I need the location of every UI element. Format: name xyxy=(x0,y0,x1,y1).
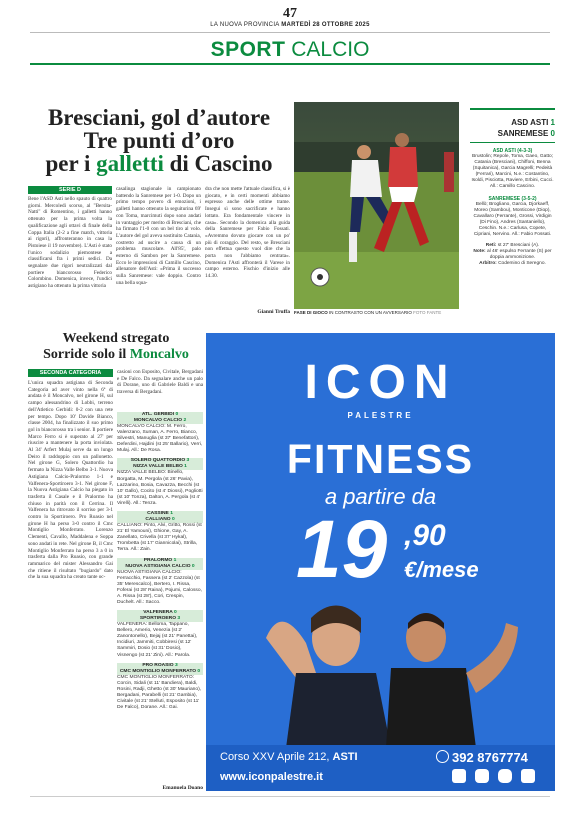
result-block xyxy=(117,610,203,659)
ad-city: ASTI xyxy=(332,751,358,763)
result-lineup: VALFENERA: Belloma, Tappano, Bellero, Amerio, Venezia (st 2' Zanontonello), Bejaj (st 21' Panettai), Incidiuri, Jammiti, Cobbiresi (st 12' Sammiri, Dosio (st 31' Dosio), Visnengo (st 21' Zini). All.: Parola. xyxy=(117,622,198,658)
ad-price-unit: €/mese xyxy=(404,557,479,582)
goals-line: Reti: st 27' Bresciani (A). xyxy=(485,243,540,248)
ad-price-int: 19 xyxy=(296,504,388,595)
home-formation: ASD ASTI (4-3-3) xyxy=(492,148,533,154)
scorebox-home: ASD ASTI 1 xyxy=(511,118,555,127)
ad-headline: FITNESS xyxy=(286,436,475,482)
result-block xyxy=(117,511,203,553)
result-header: PRO ROASIO 3 CMC MONTIGLIO MONFERRATO 0 xyxy=(117,663,203,675)
subsection-name: CALCIO xyxy=(291,38,370,61)
photo-caption: FASE DI GIOCO IN CONTRASTO CON UN AVVERSARIO FOTO FANTE xyxy=(294,310,442,315)
footer-divider xyxy=(30,796,550,797)
headline2-line-2: Sorride solo il Moncalvo xyxy=(43,347,189,362)
headline-highlight: galletti xyxy=(96,151,164,176)
result-header: ATL. GERBIDI 0 MONCALVO CALCIO 2 xyxy=(117,412,203,424)
result-header: PRALORMO 1 NUOVA ASTIGIANA CALCIO 0 xyxy=(117,558,203,570)
result-lineup: CMC MONTIGLIO MONFERRATO: Corcin, Sidali (st 11' Bandiera), Baldi, Rosini, Radji, Ghetto (st 30' Mauriano), Bergadani, Parabelli (st 21' Gambia), Civitale (st 21' Stelluti, Esposito (st 11' De Falco), Dorane. All.: Gai. xyxy=(117,674,202,711)
result-header: SOLERO QUATTORDIO 3 NIZZA VALLE BELBO 1 xyxy=(117,458,203,470)
ad-brand: ICON xyxy=(304,356,457,409)
away-lineup: Bellò; Brogliano, Garcia, Djorkaeff, Moreo (Sambou), Monticone (Diop), Cavallaro (Ferrante), Grossi, Virdigin (Di Fino), Andres (Santaniello), Ceschin. N.e.: Carlusa, Copete, Cipriani, Nervino. All.: Fabio Fossati. xyxy=(473,202,552,237)
ad-price-dec: ,90 xyxy=(404,519,446,552)
match-photo-image xyxy=(294,102,459,309)
page-number: 47 xyxy=(283,6,297,21)
photo-credit: FOTO FANTE xyxy=(413,310,442,315)
note-line: Note: al 46' espulso Ferrante (S) per doppia ammonizione. xyxy=(473,249,552,260)
article2-col2: casioni con Esposito, Civitale, Bergadani e De Falco. Da segnalare anche un palo di Dorane, uno di Gabriele Baldi e una traversa di Bergadani. xyxy=(117,369,203,396)
article1-col1: Bene l'ASD Asti nello spauto di quattro giorni. Mercoledì scorso, al "Bersita-Natti" di Romentino, i galletti hanno ottenuto per la prima volta la qualificazione agli ottavi di finale della Coppa Italia (2-2 a fine match, vittoria ai rigori), affronteranno in casa la Pistoiese il 19 novembre). L'Asti è stato l'unico sodalizio piemontese a classificarsi fra i primi sedici. Da segnalare due rigori neutralizzati dal portiere biancorosso Federico Colombino. Domenica, invece, l'undici astigiano ha ottenuto la prima vittoria xyxy=(28,196,112,290)
home-lineup: Brustolin; Repole, Toma, Gaeo, Gatto; Catania (Bresciani), Chiffoni, Benna (Squitanica), Garcia Magrelli; Pedeità (Ferrari), Marcini, N.e.: Costantino, Isoldi, Pisciotta, Raviere, Erbini, Cucci. All.: Camillo Cascino. xyxy=(471,154,554,189)
ad-phone: 392 8767774 xyxy=(436,750,528,765)
linkedin-icon[interactable] xyxy=(521,769,535,783)
result-block xyxy=(117,558,203,607)
referee-line: Arbitro: Codemino di Seregno. xyxy=(479,261,546,266)
result-header: CASSINE 1 CALLIANO 0 xyxy=(117,511,203,523)
whatsapp-icon xyxy=(436,750,449,763)
result-block xyxy=(117,412,203,454)
instagram-icon[interactable] xyxy=(475,769,489,783)
article2-col1: L'unica squadra astigiana di Seconda Categoria ad aver vinto nella 6ª di andata è il Moncalvo, nel girone H, sul campo alessandrino di Lobbi, terreno dell'Atletico Gerbidi: 0-2 con una rete per tempo. Dopo 10' Davide Bianco, classe 2004, ha finalizzato il suo primo gol in biancorosso tra i senior. Il portiere Marco Ferro si è superato al 27' per riuscire a mantenere la porta inviolata. Al 34' Arfert Mulaj serve da un lungo Deiro il raddoppio con un pallonetto. Nel girone G, Solero Quattordio ha fermato la Nizza Valle Belbo 3-1. Nuova Astigiana Calcio-Pralormo 1-1 e Valfenera-Sportiroero 3-1. Nel girone F, la Nuova Astigiana Calcio ha piegato in trasferta il Casale e il Pralormo ha chiuso in parità con il Cerrina. Il Valfenera ha ritrovato il sorriso per 3-1 contro lo Sportiroero. Pro Roasio nel girone H ha perso 3-0 contro il Cmc Montiglio Monferrato. Lorenzo Clementi, Cavallo, Maddalena e Soppa sono andati in rete. Nel girone B, il Cmc Montiglio Monferrato ha perso 3 a 0 in trasferta dalla Pro Roasio, con grande rammarico del mister Alessandro Gai che ritiene il risultato "bugiardo" dato che la sua squadra ha creato tante oc- xyxy=(28,380,113,581)
paper-name: LA NUOVA PROVINCIA xyxy=(210,22,280,28)
youtube-icon[interactable] xyxy=(498,769,512,783)
headline2-line-1: Weekend stregato xyxy=(62,331,170,346)
article1-tag: SERIE D xyxy=(28,186,112,194)
article1-author: Gianni Truffa xyxy=(257,309,290,315)
ad-url[interactable]: www.iconpalestre.it xyxy=(220,771,323,783)
headline-line-3: per i galletti di Cascino xyxy=(45,151,273,176)
headline2-highlight: Moncalvo xyxy=(129,347,189,362)
ad-brand-sub: PALESTRE xyxy=(347,411,414,420)
result-block xyxy=(117,663,203,712)
result-header: VALFENERA 0 SPORTIROERO 3 xyxy=(117,610,203,622)
result-lineup: NIZZA VALLE BELBO: Binello, Borgatta, M. Pergola (st 26' Pavia), Lazzarino, Bosia, Cavazza, Becchi (st 10' Gallo), Cocito (st 4' Diossi), Pogliotti (st 10' Tonza), Dalton, A. Pergola (st 4' Virelli). All.: Tenza. xyxy=(117,470,203,506)
scorebox xyxy=(470,108,555,323)
article2-author: Emanuela Doano xyxy=(162,785,203,791)
article2-tag: SECONDA CATEGORIA xyxy=(28,369,113,377)
result-lineup: NUOVA ASTIGIANA CALCIO: Ferracchio, Fassera (st 2' Cazzola) (st 35' Merescalco), Bertero, I. Rissa, Foferai (st 28' Raina), Pojumi, Calosso, A. Rissa (st 28'), Cori, Crespin, Duchelt. All.: Sacco. xyxy=(117,569,202,605)
ad-social-icons xyxy=(452,769,535,788)
section-divider xyxy=(30,63,550,65)
ad-subhead: a partire da xyxy=(324,484,437,509)
headline-line-1: Bresciani, gol d’autore xyxy=(47,105,271,130)
ad-footer xyxy=(206,745,555,791)
headline-line-2: Tre punti d’oro xyxy=(83,128,235,153)
match-photo xyxy=(294,102,459,309)
article1-headline xyxy=(28,106,290,175)
header-divider xyxy=(30,32,550,33)
scorebox-away: SANREMESE 0 xyxy=(497,129,555,138)
ad-athletes-image xyxy=(226,583,536,748)
result-lineup: CALLIANO: Pinto, Alvi, Gritto, Rossi (st 21' El Yamouni), Ghione, Gay, A. Zanellato, Crivella (st 37' Hykal), Trombetta (st 17' Giannicolai), Strilla, Terra. All.: Zain. xyxy=(117,523,202,553)
ad-address: Corso XXV Aprile 212, ASTI xyxy=(220,751,358,763)
away-formation: SANREMESE (3-5-2) xyxy=(488,196,537,202)
advertisement[interactable] xyxy=(206,333,555,791)
issue-date: MARTEDÌ 28 OTTOBRE 2025 xyxy=(281,22,370,28)
result-block xyxy=(117,458,203,507)
section-name: SPORT xyxy=(210,38,286,61)
results-list xyxy=(117,412,203,784)
article1-col2: casalinga stagionale in campionato battendo la Sanremese per 1-0. Dopo un primo tempo povero di emozioni, i galletti hanno ottenuto la seguiturina 69' con Toma, marcimuti dopo sono andati in vantaggio per merito di Bresciani, che ha firmato l'1-0 con un bel tiro al volo. L'autore del gol aveva sostituito Catania, costretto ad uscire a causa di un problema muscolare. All'85', palo esterno di Sambon per la Sanremese. Ecco le impressioni di Camillo Cascino, allenatore dell'Asti: «Prima il successo sulla Sanremese: vale doppio. Contro una bella squa- xyxy=(116,186,201,286)
article1-col3: dra che non mette l'attuale classifica, si è giocato, e in certi momenti abbiamo espresso anche delle ottime trame. Insegui sì sono sacrificate e hanno lottato. Era fondamentale vincere in casa». Secondo la domenica alla guida della Sanremese per Fabio Fossati. «Avremmo dovuto giocare con un po' più di coraggio. Del resto, se Bresciani non effettua questo vuol dire che la porta non l'abbiamo centrata». Domenica l'Asti affronterà il Varese in campo esterno. Fischio d'inizio alle 14.30. xyxy=(205,186,290,280)
facebook-icon[interactable] xyxy=(452,769,466,783)
section-header xyxy=(0,38,580,62)
page-dateline xyxy=(0,22,580,28)
article2-headline xyxy=(28,331,204,363)
result-lineup: MONCALVO CALCIO: M. Ferro, Valenzano, Suman, A. Ferro, Bianco, Silvestri, Manuglia (st 37' Benefattori), Deferdini, Hajdini (st 25' Ballario), Verri, Mulaj. All.: De Rosa. xyxy=(117,424,203,454)
